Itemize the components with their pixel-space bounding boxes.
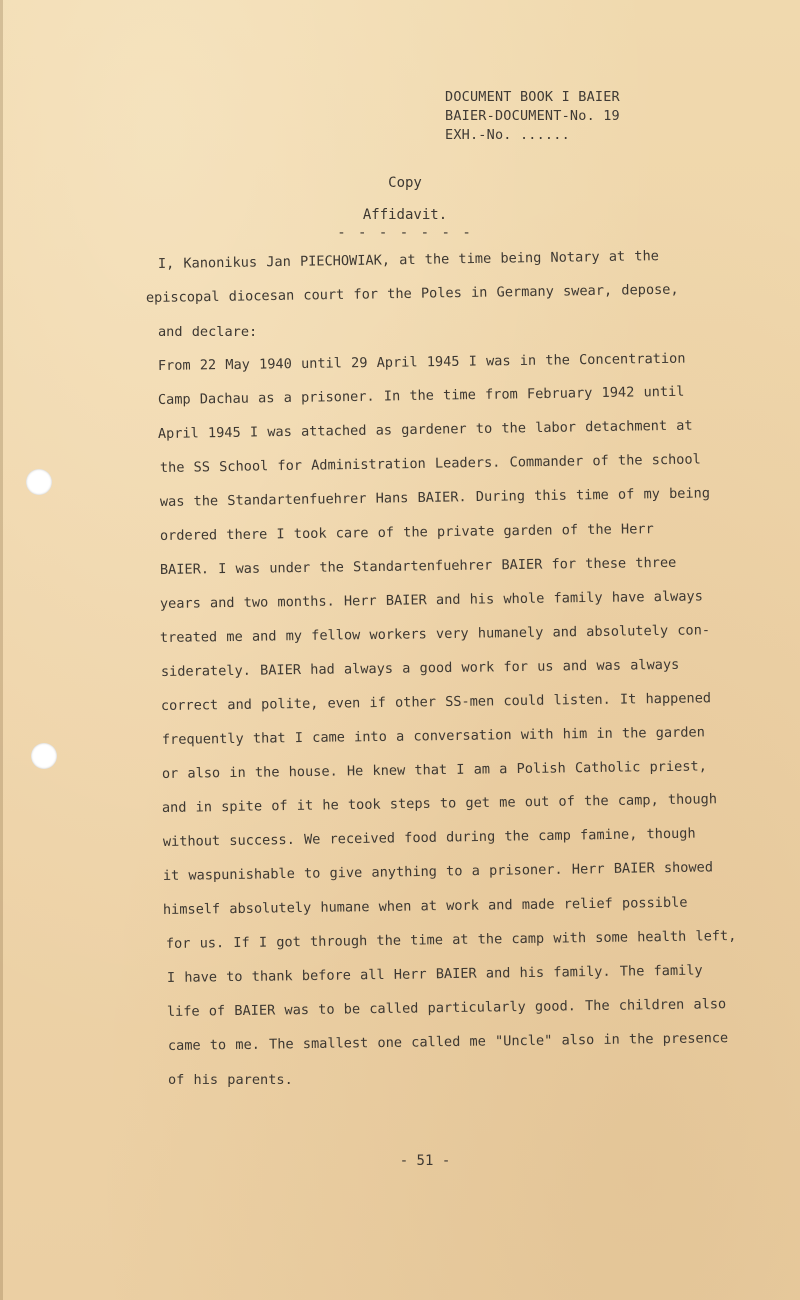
exhibit-number-line: EXH.-No. ...... (445, 127, 570, 143)
document-book-line: DOCUMENT BOOK I BAIER (445, 89, 620, 105)
body-line: Camp Dachau as a prisoner. In the time from February 1942 until (157, 383, 685, 408)
body-line: frequently that I came into a conversation with him in the garden (161, 724, 705, 748)
body-line: came to me. The smallest one called me "Uncle" also in the presence (167, 1030, 729, 1054)
body-line: for us. If I got through the time at the camp with some health left, (165, 928, 737, 952)
document-title: Affidavit. (362, 207, 448, 223)
body-line: episcopal diocesan court for the Poles in Germany swear, depose, (145, 281, 679, 306)
body-line: of his parents. (168, 1072, 293, 1088)
body-line: it waspunishable to give anything to a prisoner. Herr BAIER showed (162, 859, 714, 884)
body-line: From 22 May 1940 until 29 April 1945 I was in the Concentration (157, 350, 686, 374)
affidavit-body (145, 248, 758, 1104)
body-line: years and two months. Herr BAIER and his whole family have always (159, 588, 703, 612)
body-line: treated me and my fellow workers very humanely and absolutely con- (159, 622, 711, 646)
punch-hole-top (26, 469, 52, 495)
body-line: and in spite of it he took steps to get me out of the camp, though (161, 791, 718, 816)
paper-edge (0, 0, 3, 1300)
punch-hole-bottom (31, 743, 57, 769)
body-line: without success. We received food during the camp famine, though (162, 825, 696, 850)
body-line: BAIER. I was under the Standartenfuehrer BAIER for these three (159, 554, 677, 578)
body-line: or also in the house. He knew that I am a Polish Catholic priest, (161, 758, 707, 782)
document-reference-header (445, 88, 620, 145)
body-line: I, Kanonikus Jan PIECHOWIAK, at the time being Notary at the (157, 248, 660, 272)
body-line: ordered there I took care of the private garden of the Herr (159, 521, 654, 544)
body-line: siderately. BAIER had always a good work for us and was always (160, 656, 680, 680)
body-line: April 1945 I was attached as gardener to the labor detachment at (157, 417, 693, 442)
copy-label: Copy (388, 175, 422, 191)
body-line: the SS School for Administration Leaders. Commander of the school (159, 451, 701, 476)
body-line: I have to thank before all Herr BAIER and his family. The family (166, 962, 703, 986)
title-underline: - - - - - - - (337, 225, 473, 241)
page-number: - 51 - (399, 1153, 451, 1169)
body-line: correct and polite, even if other SS-men could listen. It happened (160, 690, 712, 714)
body-line: was the Standartenfuehrer Hans BAIER. During this time of my being (159, 485, 711, 510)
document-number-line: BAIER-DOCUMENT-No. 19 (445, 108, 620, 124)
body-line: life of BAIER was to be called particularly good. The children also (166, 996, 727, 1020)
body-line: and declare: (158, 324, 258, 340)
body-line: himself absolutely humane when at work and made relief possible (162, 894, 688, 918)
